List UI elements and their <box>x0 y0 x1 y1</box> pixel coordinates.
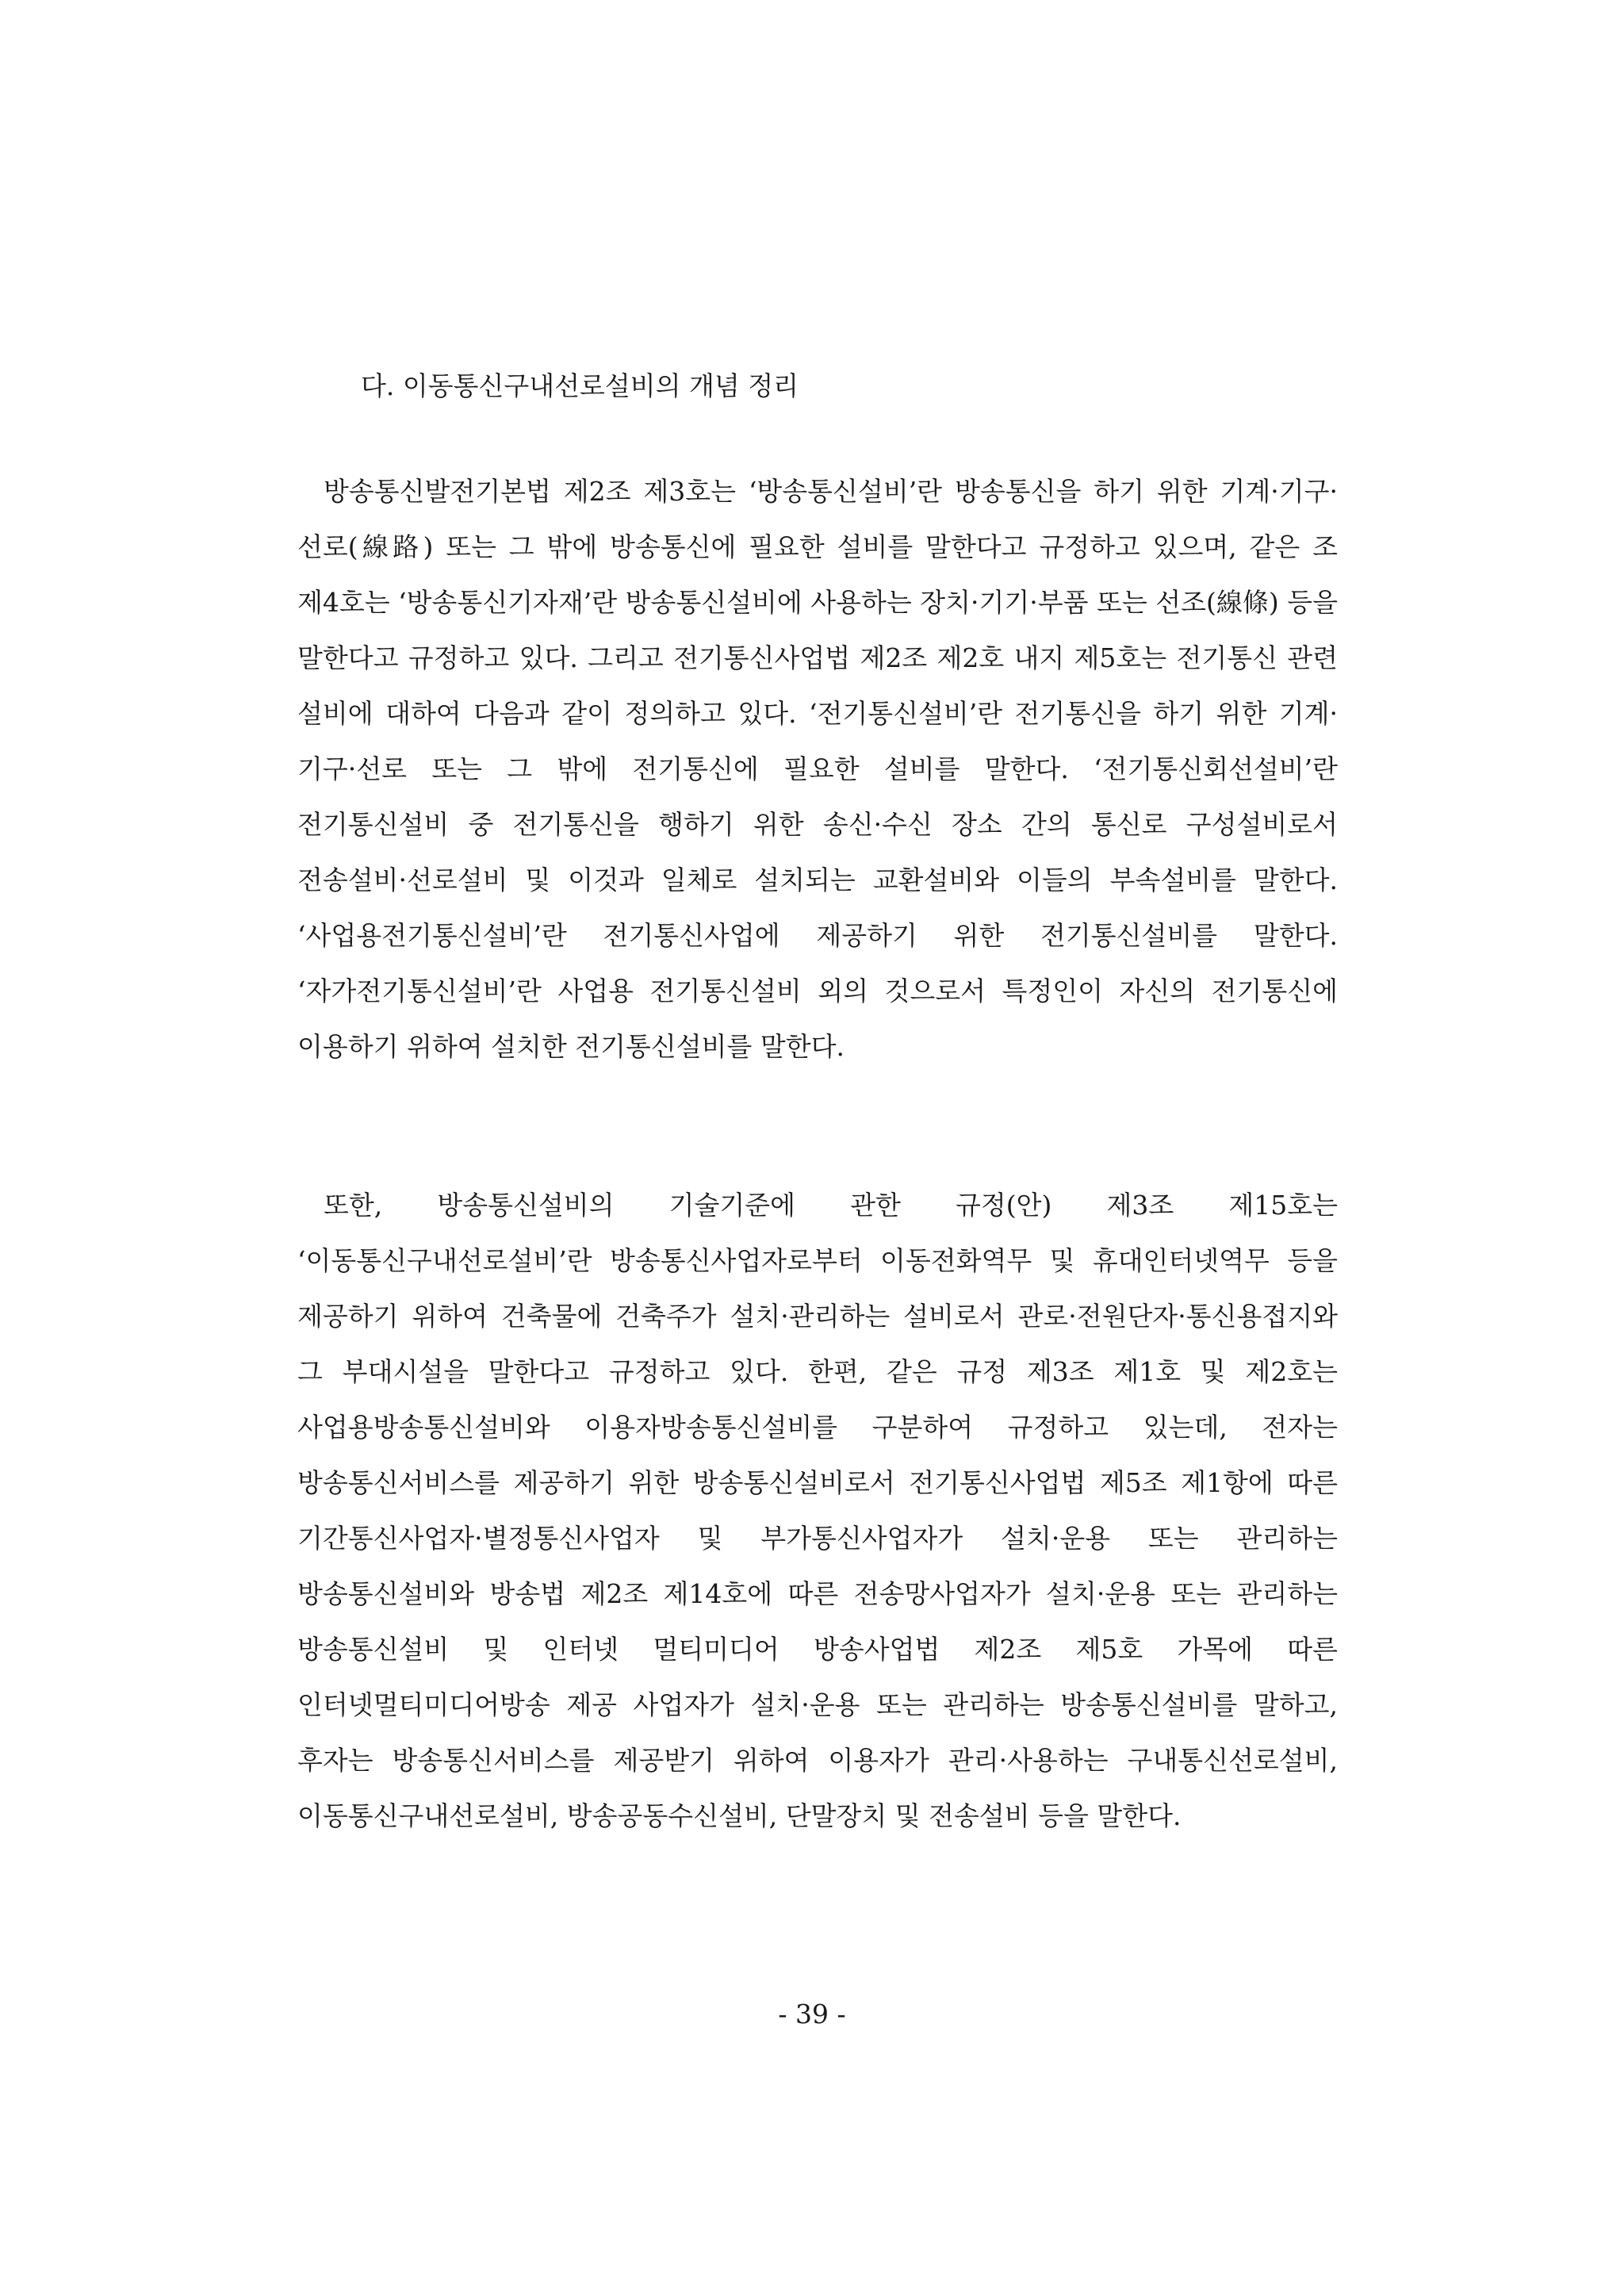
body-paragraph: 방송통신발전기본법 제2조 제3호는 ‘방송통신설비’란 방송통신을 하기 위한 기계·기구·선로(線路) 또는 그 밖에 방송통신에 필요한 설비를 말한다고 규정하고 있으며, 같은 조 제4호는 ‘방송통신기자재’란 방송통신설비에 사용하는 장치·기기·부품 또는 선조(線條) 등을 말한다고 규정하고 있다. 그리고 전기통신사업법 제2조 제2호 내지 제5호는 전기통신 관련 설비에 대하여 다음과 같이 정의하고 있다. ‘전기통신설비’란 전기통신을 하기 위한 기계·기구·선로 또는 그 밖에 전기통신에 필요한 설비를 말한다. ‘전기통신회선설비’란 전기통신설비 중 전기통신을 행하기 위한 송신·수신 장소 간의 통신로 구성설비로서 전송설비·선로설비 및 이것과 일체로 설치되는 교환설비와 이들의 부속설비를 말한다. ‘사업용전기통신설비’란 전기통신사업에 제공하기 위한 전기통신설비를 말한다. ‘자가전기통신설비’란 사업용 전기통신설비 외의 것으로서 특정인이 자신의 전기통신에 이용하기 위하여 설치한 전기통신설비를 말한다. <box>297 476 1338 1062</box>
page-number: - 39 - <box>778 1999 846 2030</box>
body-paragraph: 또한, 방송통신설비의 기술기준에 관한 규정(안) 제3조 제15호는 ‘이동통신구내선로설비’란 방송통신사업자로부터 이동전화역무 및 휴대인터넷역무 등을 제공하기 위하여 건축물에 건축주가 설치·관리하는 설비로서 관로·전원단자·통신용접지와 그 부대시설을 말한다고 규정하고 있다. 한편, 같은 규정 제3조 제1호 및 제2호는 사업용방송통신설비와 이용자방송통신설비를 구분하여 규정하고 있는데, 전자는 방송통신서비스를 제공하기 위한 방송통신설비로서 전기통신사업법 제5조 제1항에 따른 기간통신사업자·별정통신사업자 및 부가통신사업자가 설치·운용 또는 관리하는 방송통신설비와 방송법 제2조 제14호에 따른 전송망사업자가 설치·운용 또는 관리하는 방송통신설비 및 인터넷 멀티미디어 방송사업법 제2조 제5호 가목에 따른 인터넷멀티미디어방송 제공 사업자가 설치·운용 또는 관리하는 방송통신설비를 말하고, 후자는 방송통신서비스를 제공받기 위하여 이용자가 관리·사용하는 구내통신선로설비, 이동통신구내선로설비, 방송공동수신설비, 단말장치 및 전송설비 등을 말한다. <box>297 1190 1338 1831</box>
section-heading: 다. 이동통신구내선로설비의 개념 정리 <box>361 370 799 401</box>
